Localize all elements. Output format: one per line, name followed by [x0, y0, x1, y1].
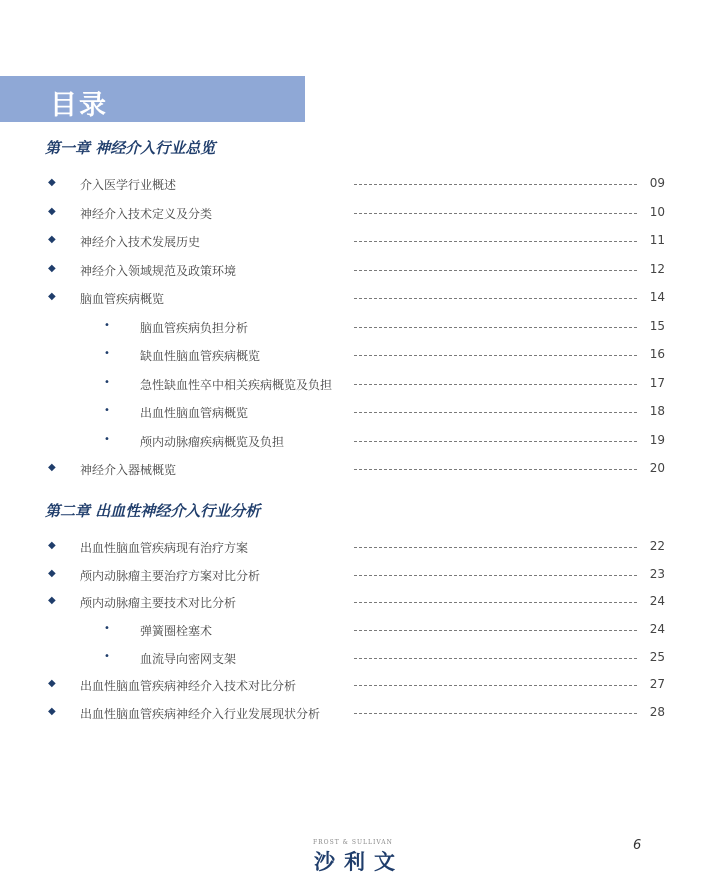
diamond-bullet-icon: ◆ — [48, 291, 56, 302]
toc-entry-page: 11 — [649, 233, 665, 247]
toc-entry-page: 15 — [649, 319, 665, 333]
toc-entry-label: 缺血性脑血管疾病概览 — [140, 349, 261, 363]
leader-dots — [354, 241, 637, 242]
leader-dots — [354, 713, 637, 714]
toc-subentry[interactable] — [0, 648, 710, 668]
leader-dots — [354, 384, 637, 385]
leader-dots — [354, 575, 637, 576]
diamond-bullet-icon: ◆ — [48, 177, 56, 188]
dot-bullet-icon: • — [104, 434, 110, 445]
leader-dots — [354, 441, 637, 442]
diamond-bullet-icon: ◆ — [48, 263, 56, 274]
page-number: 6 — [633, 838, 642, 853]
toc-entry[interactable] — [0, 459, 710, 479]
toc-entry-page: 25 — [649, 650, 665, 664]
toc-entry-label: 出血性脑血管疾病现有治疗方案 — [80, 541, 249, 555]
diamond-bullet-icon: ◆ — [48, 540, 56, 551]
leader-dots — [354, 327, 637, 328]
toc-entry[interactable] — [0, 565, 710, 585]
chapter-heading-2: 第二章 出血性神经介入行业分析 — [45, 502, 261, 520]
brand-name-english: FROST & SULLIVAN — [313, 839, 393, 846]
leader-dots — [354, 685, 637, 686]
leader-dots — [354, 298, 637, 299]
toc-entry-page: 24 — [649, 594, 665, 608]
toc-entry-page: 09 — [649, 176, 665, 190]
toc-entry[interactable] — [0, 203, 710, 223]
leader-dots — [354, 658, 637, 659]
toc-entry-label: 急性缺血性卒中相关疾病概览及负担 — [140, 378, 333, 392]
toc-subentry[interactable] — [0, 317, 710, 337]
toc-entry-label: 血流导向密网支架 — [140, 652, 237, 666]
toc-entry-label: 出血性脑血管疾病神经介入行业发展现状分析 — [80, 707, 321, 721]
diamond-bullet-icon: ◆ — [48, 678, 56, 689]
toc-entry-label: 颅内动脉瘤主要技术对比分析 — [80, 596, 237, 610]
toc-entry-page: 17 — [649, 376, 665, 390]
dot-bullet-icon: • — [104, 348, 110, 359]
toc-entry-page: 20 — [649, 461, 665, 475]
toc-entry[interactable] — [0, 174, 710, 194]
leader-dots — [354, 547, 637, 548]
diamond-bullet-icon: ◆ — [48, 568, 56, 579]
toc-entry[interactable] — [0, 260, 710, 280]
toc-entry-label: 神经介入领域规范及政策环境 — [80, 264, 237, 278]
diamond-bullet-icon: ◆ — [48, 595, 56, 606]
leader-dots — [354, 412, 637, 413]
toc-subentry[interactable] — [0, 402, 710, 422]
diamond-bullet-icon: ◆ — [48, 706, 56, 717]
diamond-bullet-icon: ◆ — [48, 462, 56, 473]
toc-entry-label: 出血性脑血管疾病神经介入技术对比分析 — [80, 679, 297, 693]
dot-bullet-icon: • — [104, 623, 110, 634]
title-band — [0, 76, 305, 122]
toc-entry-label: 脑血管疾病负担分析 — [140, 321, 249, 335]
diamond-bullet-icon: ◆ — [48, 206, 56, 217]
leader-dots — [354, 355, 637, 356]
toc-entry-label: 颅内动脉瘤主要治疗方案对比分析 — [80, 569, 261, 583]
toc-entry-page: 27 — [649, 677, 665, 691]
leader-dots — [354, 469, 637, 470]
leader-dots — [354, 630, 637, 631]
leader-dots — [354, 213, 637, 214]
toc-subentry[interactable] — [0, 374, 710, 394]
brand-logo: 沙利文 — [314, 850, 404, 874]
toc-entry-label: 神经介入技术定义及分类 — [80, 207, 213, 221]
toc-entry-label: 神经介入器械概览 — [80, 463, 177, 477]
toc-entry-page: 18 — [649, 404, 665, 418]
toc-entry-label: 弹簧圈栓塞术 — [140, 624, 213, 638]
toc-entry[interactable] — [0, 592, 710, 612]
toc-entry[interactable] — [0, 231, 710, 251]
toc-entry-page: 19 — [649, 433, 665, 447]
toc-entry[interactable] — [0, 703, 710, 723]
toc-entry-page: 23 — [649, 567, 665, 581]
toc-subentry[interactable] — [0, 620, 710, 640]
toc-entry-page: 16 — [649, 347, 665, 361]
diamond-bullet-icon: ◆ — [48, 234, 56, 245]
toc-entry-page: 24 — [649, 622, 665, 636]
toc-subentry[interactable] — [0, 345, 710, 365]
toc-subentry[interactable] — [0, 431, 710, 451]
dot-bullet-icon: • — [104, 651, 110, 662]
toc-entry-label: 介入医学行业概述 — [80, 178, 177, 192]
leader-dots — [354, 270, 637, 271]
toc-entry-page: 22 — [649, 539, 665, 553]
toc-entry-label: 神经介入技术发展历史 — [80, 235, 201, 249]
toc-entry-label: 颅内动脉瘤疾病概览及负担 — [140, 435, 285, 449]
dot-bullet-icon: • — [104, 377, 110, 388]
leader-dots — [354, 184, 637, 185]
toc-entry[interactable] — [0, 675, 710, 695]
toc-entry-page: 28 — [649, 705, 665, 719]
toc-entry-label: 脑血管疾病概览 — [80, 292, 165, 306]
toc-entry-page: 10 — [649, 205, 665, 219]
chapter-heading-1: 第一章 神经介入行业总览 — [45, 139, 216, 157]
leader-dots — [354, 602, 637, 603]
dot-bullet-icon: • — [104, 320, 110, 331]
toc-entry-page: 12 — [649, 262, 665, 276]
toc-entry-page: 14 — [649, 290, 665, 304]
toc-entry[interactable] — [0, 537, 710, 557]
dot-bullet-icon: • — [104, 405, 110, 416]
toc-entry[interactable] — [0, 288, 710, 308]
toc-entry-label: 出血性脑血管病概览 — [140, 406, 249, 420]
page-title: 目录 — [50, 90, 108, 121]
